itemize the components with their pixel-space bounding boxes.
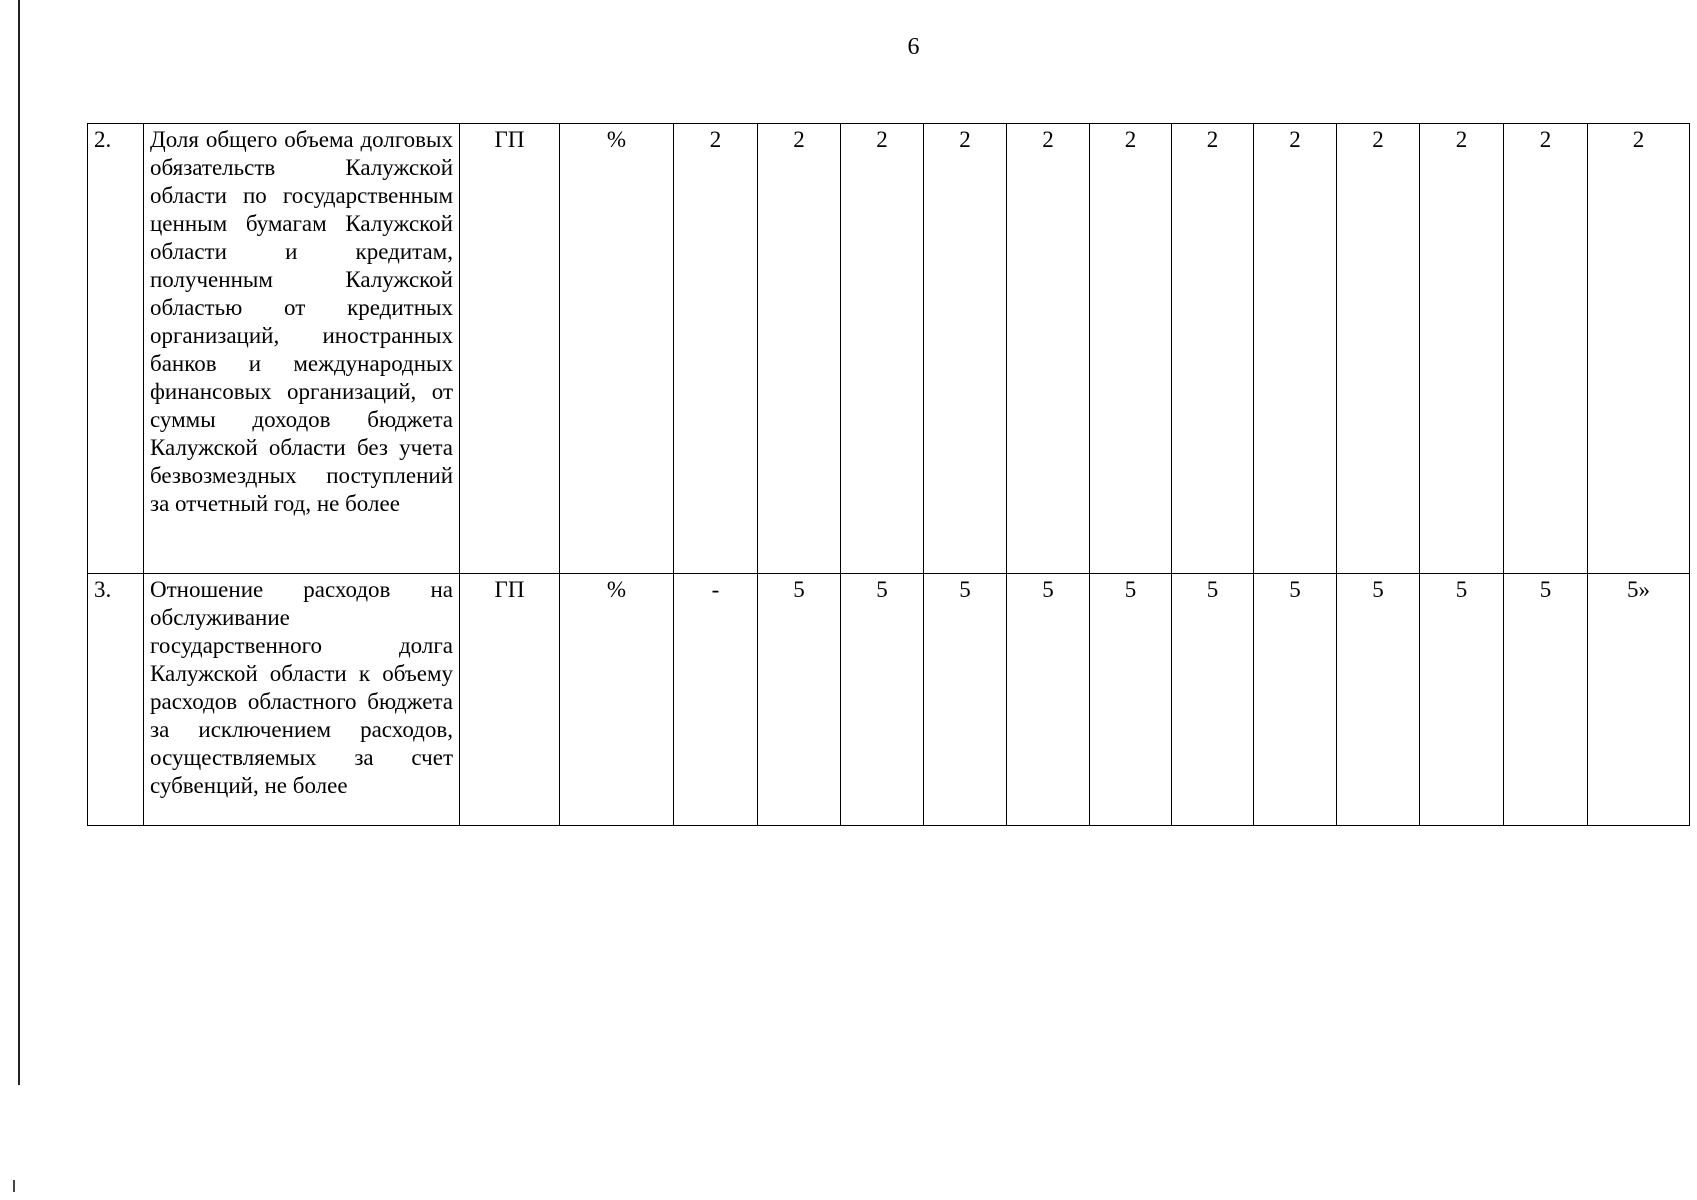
value-cell: 5 <box>1504 574 1588 826</box>
indicator-description: Отношение расходов на обслуживание государственного долга Калужской области к объему расходов областного бюджета за исключением расходов, осуществляемых за счет субвенций, не более <box>144 574 460 826</box>
table-row <box>88 124 1690 574</box>
value-cell: 5 <box>1254 574 1337 826</box>
value-cell: 5 <box>841 574 924 826</box>
value-cell: 5 <box>1172 574 1254 826</box>
value-cell: 5 <box>924 574 1007 826</box>
program-code: ГП <box>460 124 560 574</box>
value-cell: 2 <box>1504 124 1588 574</box>
value-cell: 2 <box>924 124 1007 574</box>
value-cell: 2 <box>1254 124 1337 574</box>
row-number: 3. <box>88 574 144 826</box>
indicator-description: Доля общего объема долговых обязательств Калужской области по государственным ценным бумагам Калужской области и кредитам, полученным Калужской областью от кредитных организаций, иностранных банков и международных финансовых организаций, от суммы доходов бюджета Калужской области без учета безвозмездных поступлений за отчетный год, не более <box>144 124 460 574</box>
value-cell: 5 <box>758 574 841 826</box>
indicators-table <box>87 123 1690 826</box>
value-cell: 2 <box>758 124 841 574</box>
unit-cell: % <box>560 574 674 826</box>
value-cell: 5 <box>1420 574 1504 826</box>
value-cell: 2 <box>1420 124 1504 574</box>
unit-cell: % <box>560 124 674 574</box>
value-cell: 5 <box>1337 574 1420 826</box>
value-cell: 2 <box>1090 124 1172 574</box>
value-cell: 5» <box>1588 574 1690 826</box>
value-cell: 5 <box>1007 574 1090 826</box>
left-margin-line <box>18 0 20 1085</box>
page-number: 6 <box>907 34 920 60</box>
value-cell: 5 <box>1090 574 1172 826</box>
program-code: ГП <box>460 574 560 826</box>
left-margin-mark <box>13 1180 15 1192</box>
table-row <box>88 574 1690 826</box>
row-number: 2. <box>88 124 144 574</box>
value-cell: 2 <box>1172 124 1254 574</box>
value-cell: 2 <box>674 124 758 574</box>
value-cell: 2 <box>1588 124 1690 574</box>
value-cell: 2 <box>1337 124 1420 574</box>
value-cell: 2 <box>1007 124 1090 574</box>
value-cell: - <box>674 574 758 826</box>
value-cell: 2 <box>841 124 924 574</box>
